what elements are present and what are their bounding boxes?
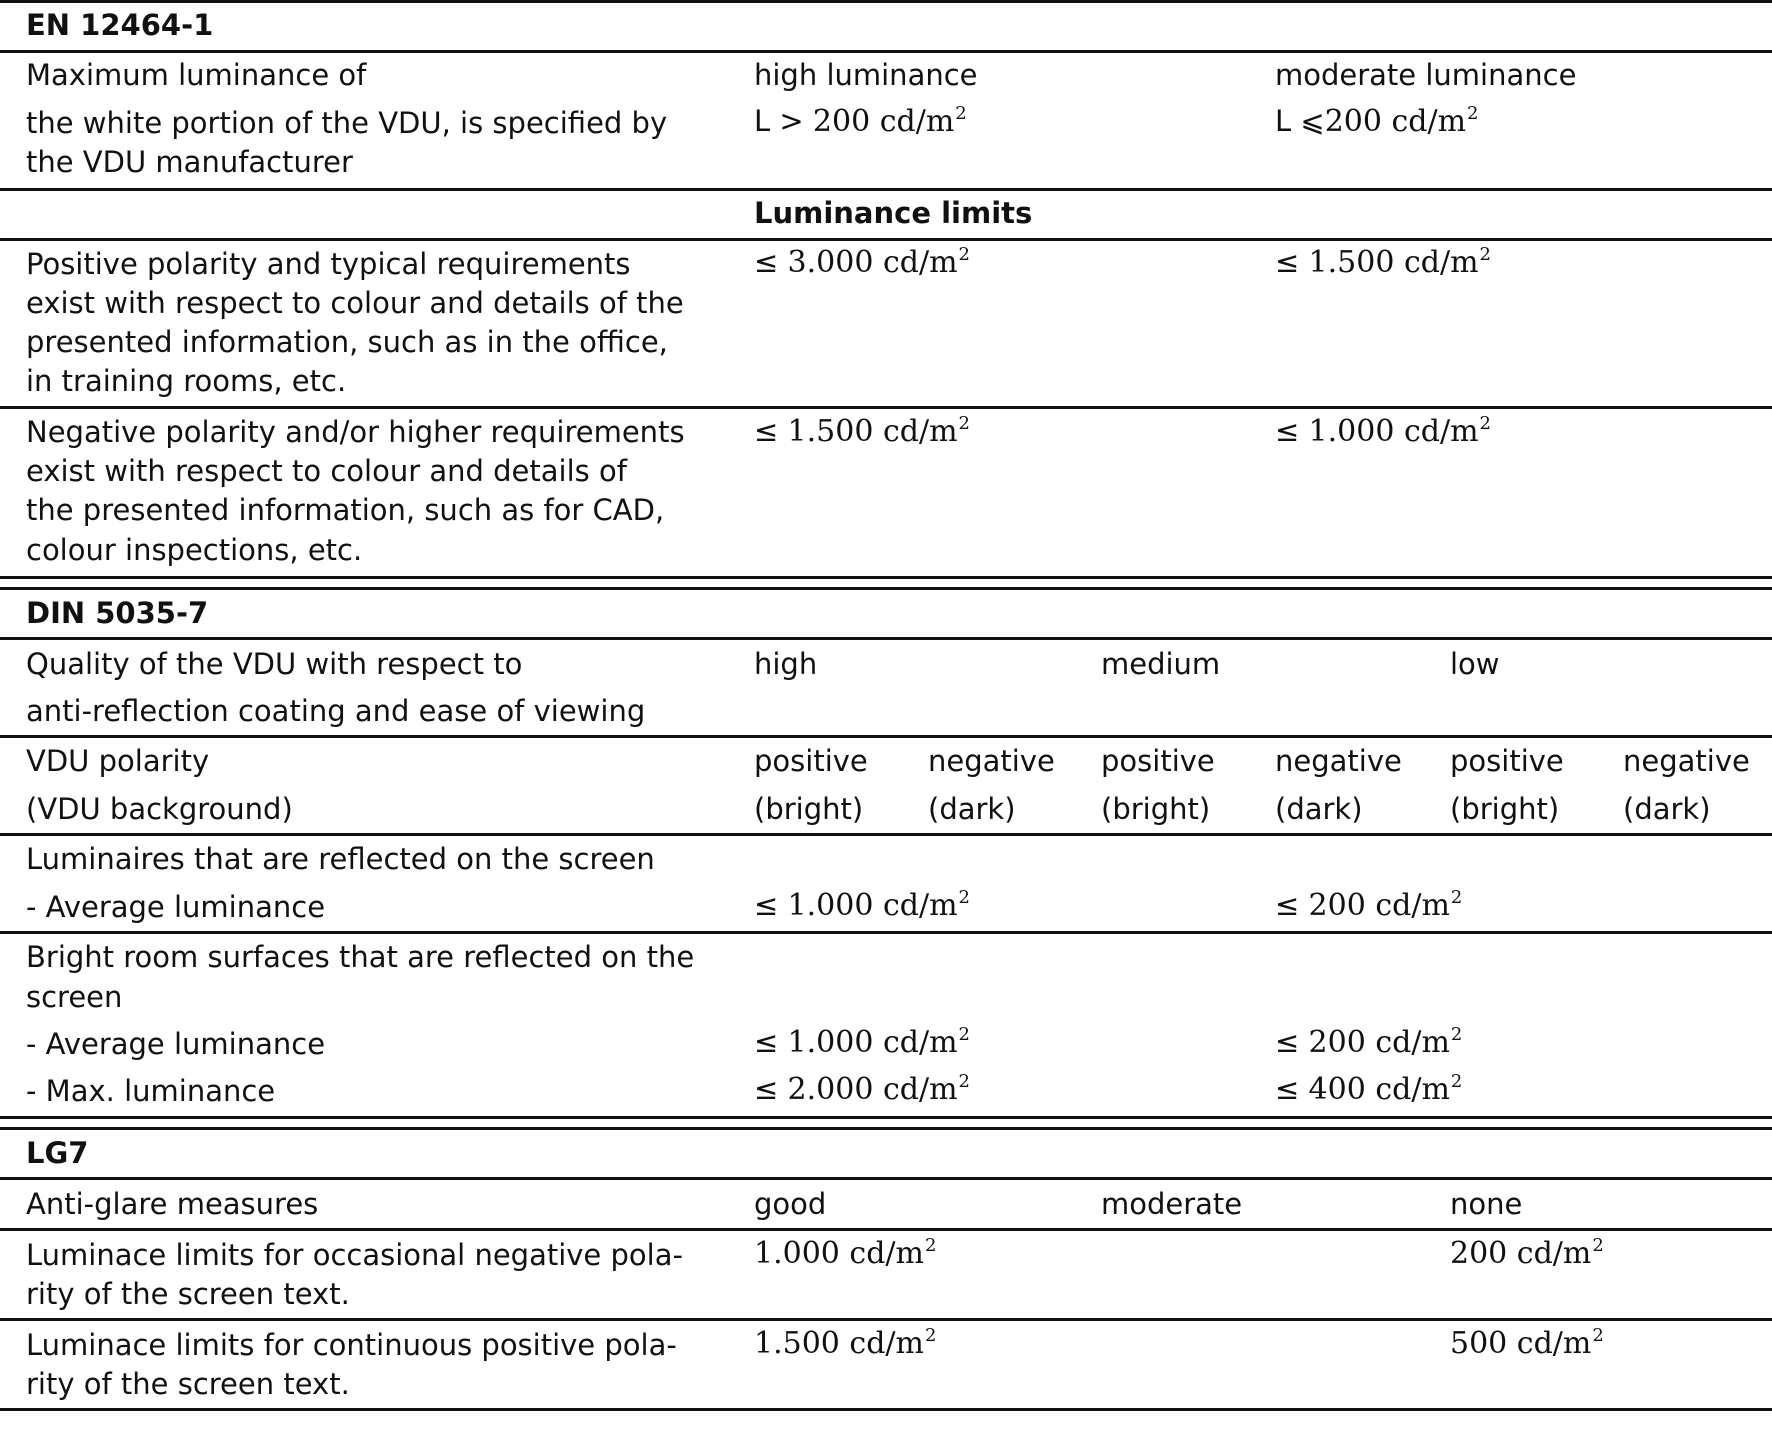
value-number: 400 cd/m [1308, 1072, 1450, 1107]
polarity-cell: negative [1623, 744, 1750, 778]
table-rule [0, 587, 1772, 590]
value-exponent: 2 [1479, 413, 1491, 434]
polarity-cell: negative [1275, 744, 1402, 778]
row-label: Bright room surfaces that are reflected on the [26, 940, 695, 974]
table-rule [0, 50, 1772, 53]
threshold-value [754, 888, 970, 923]
value-prefix: ≤ [1275, 1025, 1309, 1059]
table-rule [0, 1318, 1772, 1321]
threshold-value [1275, 1072, 1462, 1107]
row-label: the VDU manufacturer [26, 145, 353, 179]
value-prefix: ≤ [1275, 888, 1309, 922]
polarity-cell: (dark) [928, 792, 1016, 826]
value-number: 1.000 cd/m [1308, 414, 1479, 449]
value-number: 3.000 cd/m [787, 245, 958, 280]
subheading: Luminance limits [754, 196, 1033, 230]
threshold-value [754, 1326, 936, 1361]
value-prefix: L > [754, 104, 813, 138]
table-rule [0, 1116, 1772, 1119]
row-label: exist with respect to colour and details of the [26, 286, 684, 320]
row-label: Anti-glare measures [26, 1187, 319, 1221]
value-exponent: 2 [958, 887, 970, 908]
row-label: - Average luminance [26, 890, 326, 924]
row-label: screen [26, 980, 123, 1014]
value-prefix: ≤ [754, 414, 788, 448]
row-label: the presented information, such as for CAD, [26, 493, 665, 527]
glare-level: good [754, 1187, 827, 1221]
polarity-cell: negative [928, 744, 1055, 778]
table-rule [0, 0, 1772, 3]
value-number: 1.500 cd/m [787, 414, 958, 449]
value-prefix: ≤ [754, 888, 788, 922]
table-rule [0, 238, 1772, 241]
table-rule [0, 188, 1772, 191]
value-prefix: ≤ [754, 1072, 788, 1106]
value-exponent: 2 [1450, 1024, 1463, 1045]
value-number: 1.500 cd/m [754, 1326, 924, 1361]
value-exponent: 2 [1450, 1071, 1463, 1092]
value-prefix: ≤ [754, 1025, 788, 1059]
value-exponent: 2 [924, 1235, 937, 1256]
value-number: 200 cd/m [812, 104, 955, 139]
value-exponent: 2 [1467, 103, 1479, 124]
value-exponent: 2 [958, 244, 970, 265]
polarity-cell: (bright) [754, 792, 864, 826]
value-exponent: 2 [1592, 1325, 1604, 1346]
row-label: exist with respect to colour and details of [26, 454, 627, 488]
value-exponent: 2 [924, 1325, 937, 1346]
quality-level: high [754, 647, 818, 681]
row-label: Positive polarity and typical requirements [26, 247, 631, 281]
value-number: 2.000 cd/m [787, 1072, 958, 1107]
row-label: (VDU background) [26, 792, 293, 826]
threshold-value [1275, 245, 1491, 280]
value-prefix: ≤ [1275, 414, 1309, 448]
value-prefix: ≤ [1275, 1072, 1309, 1106]
section-heading: EN 12464-1 [26, 8, 214, 42]
threshold-value [754, 104, 967, 139]
threshold-value [1275, 414, 1491, 449]
value-exponent: 2 [1479, 244, 1491, 265]
threshold-value [754, 1072, 970, 1107]
value-exponent: 2 [958, 1024, 970, 1045]
table-rule [0, 735, 1772, 738]
value-exponent: 2 [1450, 887, 1463, 908]
threshold-value [754, 1236, 936, 1271]
section-heading: DIN 5035-7 [26, 596, 209, 630]
row-label: Luminace limits for continuous positive pola- [26, 1328, 677, 1362]
value-number: 1.000 cd/m [787, 1025, 958, 1060]
threshold-value [1450, 1236, 1604, 1271]
value-number: 1.000 cd/m [787, 888, 958, 923]
value-number: 200 cd/m [1324, 104, 1467, 139]
polarity-cell: positive [1101, 744, 1215, 778]
row-label: in training rooms, etc. [26, 364, 347, 398]
table-rule [0, 1408, 1772, 1411]
quality-level: medium [1101, 647, 1221, 681]
row-label: Quality of the VDU with respect to [26, 647, 523, 681]
quality-level: low [1450, 647, 1500, 681]
table-rule [0, 406, 1772, 409]
column-header: high luminance [754, 58, 978, 92]
row-label: Negative polarity and/or higher requirements [26, 415, 685, 449]
table-rule [0, 833, 1772, 836]
threshold-value [1450, 1326, 1604, 1361]
threshold-value [754, 1025, 970, 1060]
row-label: colour inspections, etc. [26, 533, 363, 567]
value-prefix: ≤ [754, 245, 788, 279]
threshold-value [754, 245, 970, 280]
value-number: 200 cd/m [1308, 1025, 1450, 1060]
table-rule [0, 637, 1772, 640]
value-number: 1.500 cd/m [1308, 245, 1479, 280]
threshold-value [1275, 104, 1479, 139]
value-number: 1.000 cd/m [754, 1236, 924, 1271]
polarity-cell: (dark) [1275, 792, 1363, 826]
value-exponent: 2 [955, 103, 967, 124]
row-label: Luminaires that are reflected on the screen [26, 842, 655, 876]
value-exponent: 2 [1592, 1235, 1604, 1256]
row-label: rity of the screen text. [26, 1277, 350, 1311]
table-rule [0, 931, 1772, 934]
glare-level: none [1450, 1187, 1523, 1221]
row-label: VDU polarity [26, 744, 210, 778]
value-number: 500 cd/m [1450, 1326, 1592, 1361]
threshold-value [754, 414, 970, 449]
glare-level: moderate [1101, 1187, 1243, 1221]
threshold-value [1275, 888, 1462, 923]
value-prefix: L ⩽ [1275, 104, 1325, 138]
row-label: Maximum luminance of [26, 58, 367, 92]
row-label: presented information, such as in the office, [26, 325, 668, 359]
table-rule [0, 1228, 1772, 1231]
polarity-cell: (bright) [1101, 792, 1211, 826]
value-exponent: 2 [958, 1071, 970, 1092]
row-label: anti-reflection coating and ease of viewing [26, 694, 646, 728]
polarity-cell: positive [754, 744, 868, 778]
value-number: 200 cd/m [1450, 1236, 1592, 1271]
table-rule [0, 1177, 1772, 1180]
column-header: moderate luminance [1275, 58, 1577, 92]
table-rule [0, 576, 1772, 579]
value-number: 200 cd/m [1308, 888, 1450, 923]
value-exponent: 2 [958, 413, 970, 434]
polarity-cell: positive [1450, 744, 1564, 778]
section-heading: LG7 [26, 1136, 89, 1170]
polarity-cell: (dark) [1623, 792, 1711, 826]
polarity-cell: (bright) [1450, 792, 1560, 826]
row-label: - Max. luminance [26, 1074, 276, 1108]
row-label: Luminace limits for occasional negative pola- [26, 1238, 683, 1272]
row-label: - Average luminance [26, 1027, 326, 1061]
row-label: the white portion of the VDU, is specified by [26, 106, 668, 140]
threshold-value [1275, 1025, 1462, 1060]
value-prefix: ≤ [1275, 245, 1309, 279]
row-label: rity of the screen text. [26, 1367, 350, 1401]
table-rule [0, 1127, 1772, 1130]
